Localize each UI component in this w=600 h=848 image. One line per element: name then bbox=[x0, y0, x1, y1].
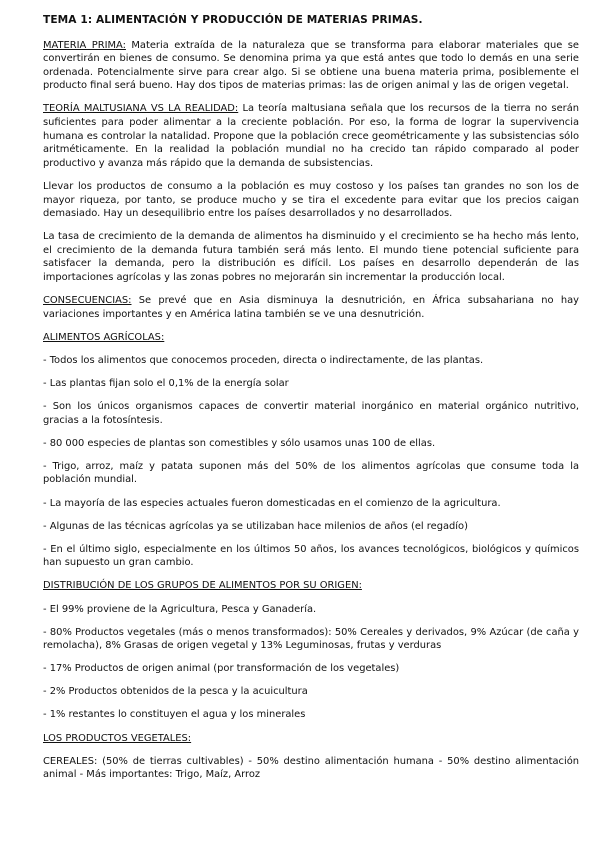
tasa-paragraph: La tasa de crecimiento de la demanda de alimentos ha disminuido y el crecimiento se ha hecho más lento, el crecimiento de la demanda futura también será más lento. El mundo tiene potencial suficiente para satisfacer la demanda, pero la distribución es difícil. Los países en desarrollo dependerán de las importaciones agrícolas y las zonas pobres no mejorarán sin incrementar la producción local. bbox=[43, 231, 579, 283]
alimentos-heading: ALIMENTOS AGRÍCOLAS: bbox=[43, 331, 165, 343]
productos-vegetales-heading: LOS PRODUCTOS VEGETALES: bbox=[43, 732, 192, 744]
distribucion-heading: DISTRIBUCIÓN DE LOS GRUPOS DE ALIMENTOS POR SU ORIGEN: bbox=[43, 580, 362, 592]
cereales-paragraph: CEREALES: (50% de tierras cultivables) - 50% destino alimentación humana - 50% destino alimentación animal - Más importantes: Trigo, Maíz, Arroz bbox=[43, 755, 579, 781]
teoria-text: La teoría maltusiana señala que los recursos de la tierra no serán suficientes para poder alimentar a la creciente población. Por eso, la forma de lograr la supervivencia humana es controlar la natalidad. Propone que la población crece geométricamente y las subsistencias sólo aritméticamente. En la realidad la población mundial no ha crecido tan rápido comparado al poder productivo y avanza más rápido que la demanda de subsistencias. bbox=[43, 103, 580, 169]
consecuencias-paragraph bbox=[43, 294, 579, 321]
alimentos-item: - Algunas de las técnicas agrícolas ya se utilizaban hace milenios de años (el regadío) bbox=[43, 520, 468, 532]
llevar-paragraph: Llevar los productos de consumo a la población es muy costoso y los países tan grandes no son los de mayor riqueza, por tanto, se produce mucho y se tira el excedente para evitar que los precios caigan demasiado. Hay un desequilibrio entre los países desarrollados y no desarrollados. bbox=[43, 180, 579, 220]
teoria-label: TEORÍA MALTUSIANA VS LA REALIDAD: bbox=[43, 103, 239, 115]
alimentos-item: - La mayoría de las especies actuales fueron domesticadas en el comienzo de la agricultura. bbox=[43, 497, 501, 509]
teoria-paragraph bbox=[43, 102, 579, 170]
alimentos-item: - En el último siglo, especialmente en los últimos 50 años, los avances tecnológicos, biológicos y químicos han supuesto un gran cambio. bbox=[43, 543, 579, 569]
distribucion-item: - 2% Productos obtenidos de la pesca y la acuicultura bbox=[43, 686, 308, 698]
distribucion-item: - 1% restantes lo constituyen el agua y los minerales bbox=[43, 709, 306, 721]
materia-prima-text: Materia extraída de la naturaleza que se transforma para elaborar materiales que se convertirán en bienes de consumo. Se denomina prima ya que está antes que todo lo demás en una serie ordenada. Potencialmente sirve para crear algo. Si se obtiene una buena materia prima, posiblemente el producto final será bueno. Hay dos tipos de materias primas: las de origen animal y las de origen vegetal. bbox=[43, 39, 580, 92]
alimentos-item: - Todos los alimentos que conocemos proceden, directa o indirectamente, de las plantas. bbox=[43, 354, 484, 366]
alimentos-item: - Las plantas fijan solo el 0,1% de la energía solar bbox=[43, 377, 289, 389]
alimentos-item: - Son los únicos organismos capaces de convertir material inorgánico en material orgánico nutritivo, gracias a la fotosíntesis. bbox=[43, 401, 579, 426]
distribucion-item: - 17% Productos de origen animal (por transformación de los vegetales) bbox=[43, 663, 400, 675]
alimentos-item: - Trigo, arroz, maíz y patata suponen más del 50% de los alimentos agrícolas que consume toda la población mundial. bbox=[43, 460, 579, 486]
document-title: TEMA 1: ALIMENTACIÓN Y PRODUCCIÓN DE MATERIAS PRIMAS. bbox=[43, 14, 423, 26]
alimentos-item: - 80 000 especies de plantas son comestibles y sólo usamos unas 100 de ellas. bbox=[43, 437, 436, 449]
distribucion-item: - El 99% proviene de la Agricultura, Pesca y Ganadería. bbox=[43, 603, 317, 615]
materia-prima-paragraph bbox=[43, 39, 579, 93]
materia-prima-label: MATERIA PRIMA: bbox=[43, 39, 126, 51]
consecuencias-text: Se prevé que en Asia disminuya la desnutrición, en África subsahariana no hay variaciones importantes y en América latina también se ve una desnutrición. bbox=[43, 295, 579, 320]
distribucion-item: - 80% Productos vegetales (más o menos transformados): 50% Cereales y derivados, 9% Azúcar (de caña y remolacha), 8% Grasas de origen vegetal y 13% Leguminosas, frutas y verduras bbox=[43, 626, 579, 652]
consecuencias-label: CONSECUENCIAS: bbox=[43, 295, 132, 307]
